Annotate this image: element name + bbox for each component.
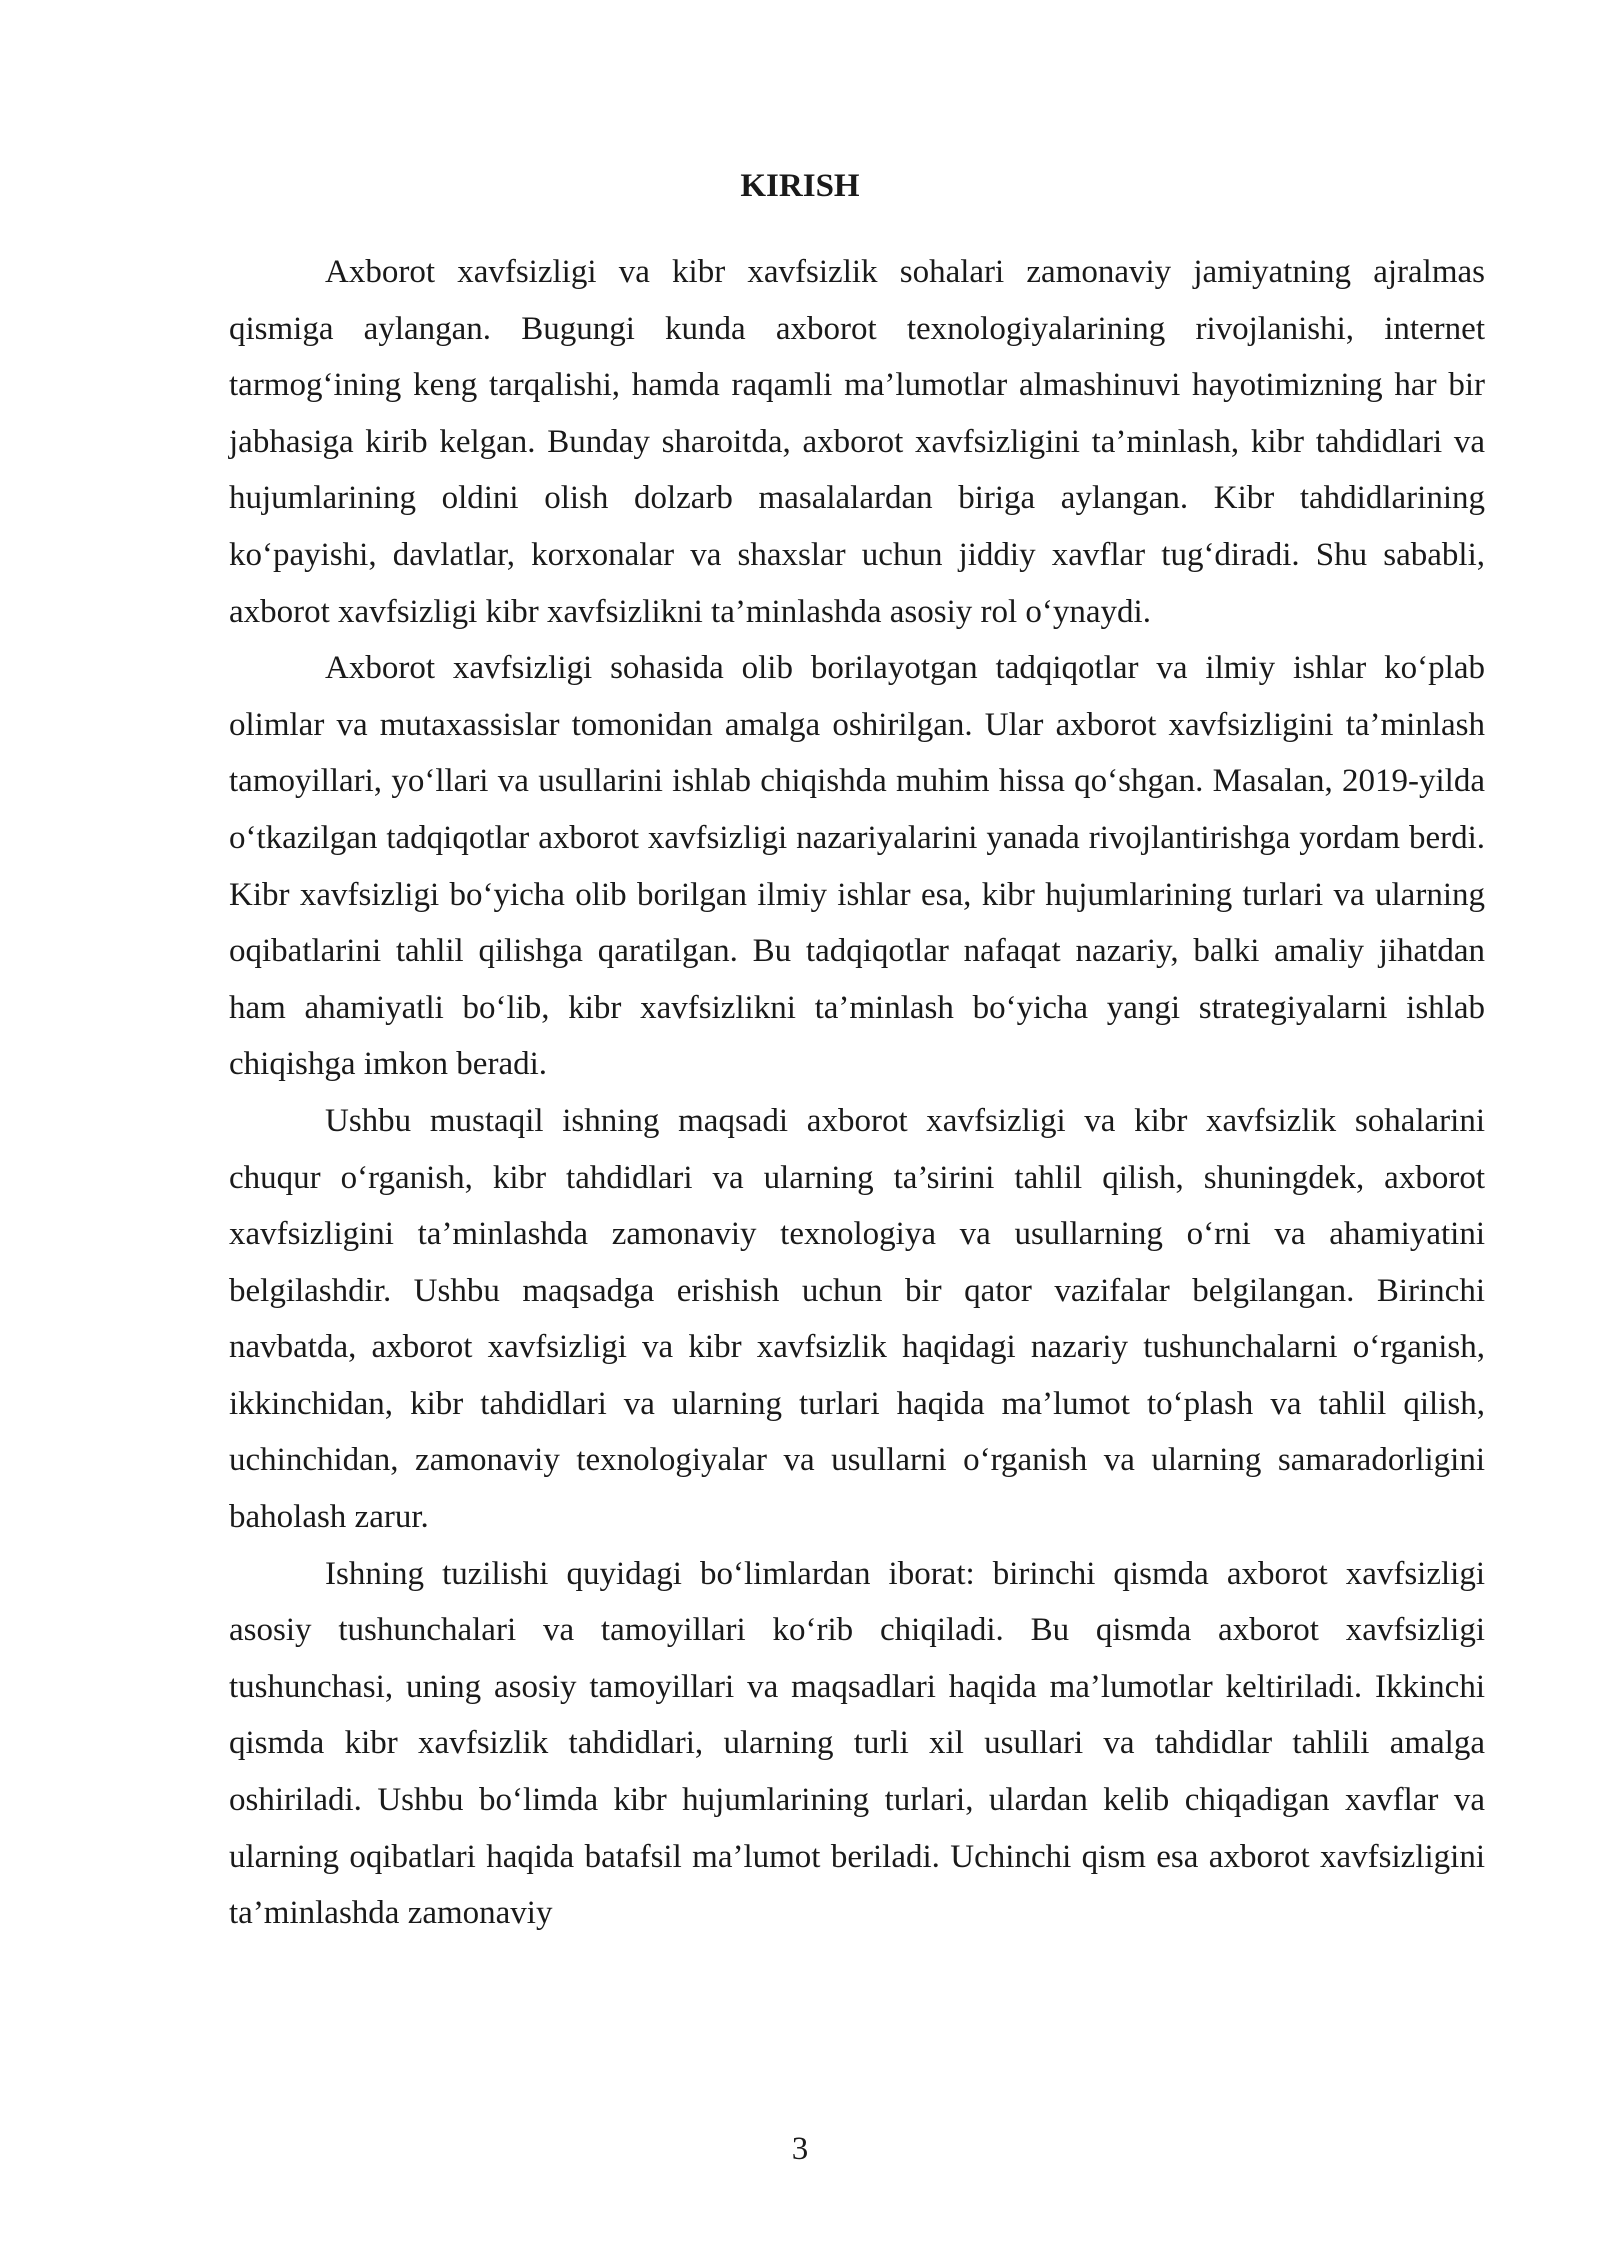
paragraph-3: Ushbu mustaqil ishning maqsadi axborot xavfsizligi va kibr xavfsizlik sohalarini chuqur o‘rganish, kibr tahdidlari va ularning ta’sirini tahlil qilish, shuningdek, axborot xavfsizligini ta’minlashda zamonaviy texnologiya va usullarning o‘rni va ahamiyatini belgilashdir. Ushbu maqsadga erishish uchun bir qator vazifalar belgilangan. Birinchi navbatda, axborot xavfsizligi va kibr xavfsizlik haqidagi nazariy tushunchalarni o‘rganish, ikkinchidan, kibr tahdidlari va ularning turlari haqida ma’lumot to‘plash va tahlil qilish, uchinchidan, zamonaviy texnologiyalar va usullarni o‘rganish va ularning samaradorligini baholash zarur. xyxy=(229,1102,1485,1536)
paragraph-2: Axborot xavfsizligi sohasida olib borilayotgan tadqiqotlar va ilmiy ishlar ko‘plab olimlar va mutaxassislar tomonidan amalga oshirilgan. Ular axborot xavfsizligini ta’minlash tamoyillari, yo‘llari va usullarini ishlab chiqishda muhim hissa qo‘shgan. Masalan, 2019-yilda o‘tkazilgan tadqiqotlar axborot xavfsizligi nazariyalarini yanada rivojlantirishga yordam berdi. Kibr xavfsizligi bo‘yicha olib borilgan ilmiy ishlar esa, kibr hujumlarining turlari va ularning oqibatlarini tahlil qilishga qaratilgan. Bu tadqiqotlar nafaqat nazariy, balki amaliy jihatdan ham ahamiyatli bo‘lib, kibr xavfsizlikni ta’minlash bo‘yicha yangi strategiyalarni ishlab chiqishga imkon beradi. xyxy=(229,650,1485,1083)
body-text xyxy=(229,244,1485,1942)
page-title: KIRISH xyxy=(740,168,860,204)
paragraph-4: Ishning tuzilishi quyidagi bo‘limlardan iborat: birinchi qismda axborot xavfsizligi asosiy tushunchalari va tamoyillari ko‘rib chiqiladi. Bu qismda axborot xavfsizligi tushunchasi, uning asosiy tamoyillari va maqsadlari haqida ma’lumotlar keltiriladi. Ikkinchi qismda kibr xavfsizlik tahdidlari, ularning turli xil usullari va tahdidlar tahlili amalga oshiriladi. Ushbu bo‘limda kibr hujumlarining turlari, ulardan kelib chiqadigan xavflar va ularning oqibatlari haqida batafsil ma’lumot beriladi. Uchinchi qism esa axborot xavfsizligini ta’minlashda zamonaviy xyxy=(229,1555,1485,1932)
page-number: 3 xyxy=(791,2131,809,2167)
paragraph-1: Axborot xavfsizligi va kibr xavfsizlik sohalari zamonaviy jamiyatning ajralmas qismiga aylangan. Bugungi kunda axborot texnologiyalarining rivojlanishi, internet tarmog‘ining keng tarqalishi, hamda raqamli ma’lumotlar almashinuvi hayotimizning har bir jabhasiga kirib kelgan. Bunday sharoitda, axborot xavfsizligini ta’minlash, kibr tahdidlari va hujumlarining oldini olish dolzarb masalalardan biriga aylangan. Kibr tahdidlarining ko‘payishi, davlatlar, korxonalar va shaxslar uchun jiddiy xavflar tug‘diradi. Shu sababli, axborot xavfsizligi kibr xavfsizlikni ta’minlashda asosiy rol o‘ynaydi. xyxy=(229,254,1485,630)
